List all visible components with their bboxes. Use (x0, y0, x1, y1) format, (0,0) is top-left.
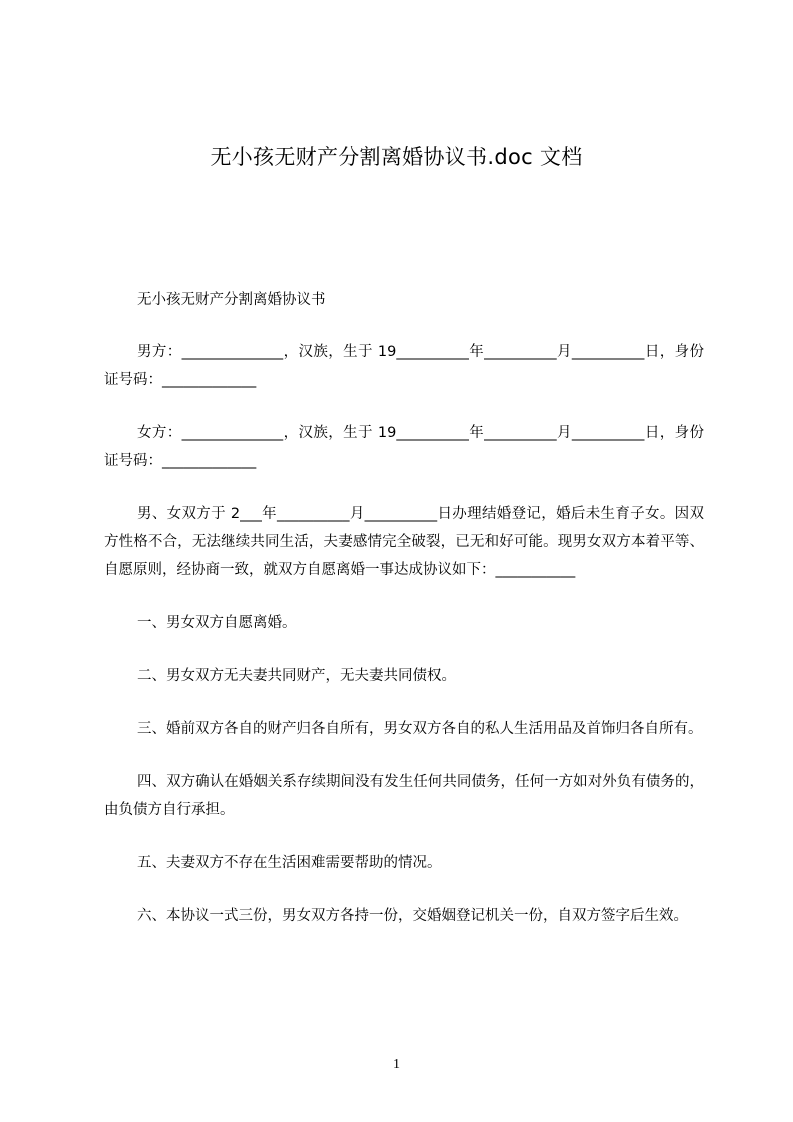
clause-3: 三、婚前双方各自的财产归各自所有，男女双方各自的私人生活用品及首饰归各自所有。 (137, 721, 703, 737)
clause-1: 一、男女双方自愿离婚。 (137, 615, 297, 631)
agreement-heading: 无小孩无财产分割离婚协议书 (137, 292, 326, 308)
clause-6: 六、本协议一式三份，男女双方各持一份，交婚姻登记机关一份，自双方签字后生效。 (137, 908, 688, 924)
female-party-paragraph: 女方：______________，汉族，生于 19__________年__________月__________日，身份证号码：_____________ (104, 425, 704, 469)
clause-2: 二、男女双方无夫妻共同财产，无夫妻共同债权。 (137, 668, 456, 684)
clause-5: 五、夫妻双方不存在生活困难需要帮助的情况。 (137, 855, 442, 871)
male-party-paragraph: 男方：______________，汉族，生于 19__________年__________月__________日，身份证号码：_____________ (104, 344, 704, 388)
document-title: 无小孩无财产分割离婚协议书.doc 文档 (210, 145, 583, 169)
page-number: 1 (393, 1057, 400, 1072)
document-body (104, 286, 704, 955)
clause-4: 四、双方确认在婚姻关系存续期间没有发生任何共同债务，任何一方如对外负有债务的，由负债方自行承担。 (104, 774, 704, 818)
intro-paragraph: 男、女双方于 2___年__________月__________日办理结婚登记，婚后未生育子女。因双方性格不合，无法继续共同生活，夫妻感情完全破裂，已无和好可能。现男女双方本着平等、自愿原则，经协商一致，就双方自愿离婚一事达成协议如下：___________ (104, 506, 704, 578)
